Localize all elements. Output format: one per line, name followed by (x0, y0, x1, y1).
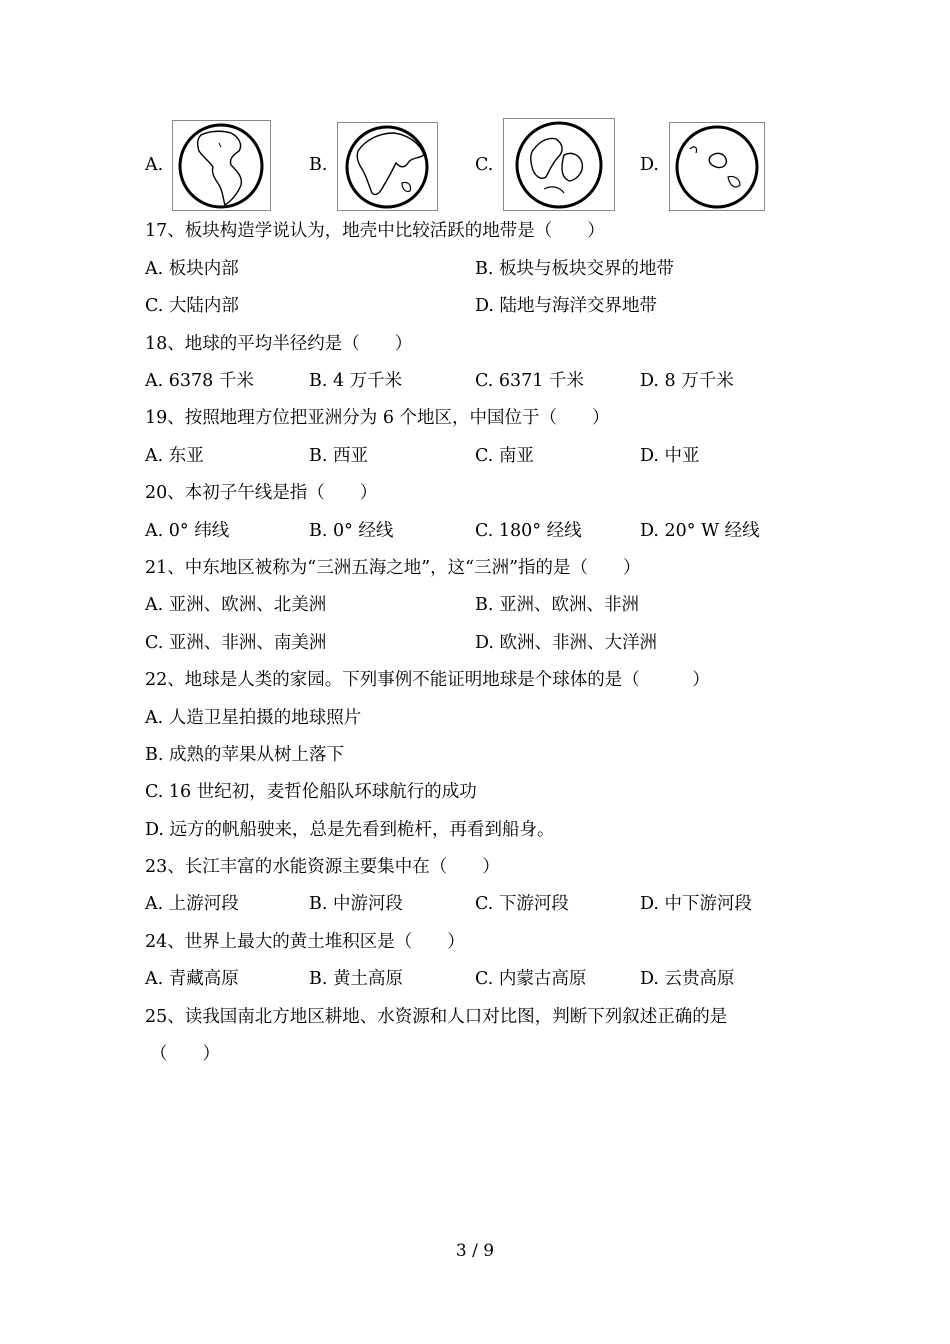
q17-option-a: A. 板块内部 (145, 259, 239, 279)
q21-option-b: B. 亚洲、欧洲、非洲 (475, 595, 639, 615)
q16-option-b-label: B. (309, 155, 328, 175)
q19-question: 19、按照地理方位把亚洲分为 6 个地区，中国位于（ ） (145, 408, 610, 428)
q18-option-a: A. 6378 千米 (145, 371, 254, 391)
q19-option-d: D. 中亚 (640, 446, 700, 466)
q23-question: 23、长江丰富的水能资源主要集中在（ ） (145, 857, 500, 877)
q18-option-c: C. 6371 千米 (475, 371, 584, 391)
q17-option-d: D. 陆地与海洋交界地带 (475, 296, 658, 316)
q21-option-a: A. 亚洲、欧洲、北美洲 (145, 595, 327, 615)
q22-option-a: A. 人造卫星拍摄的地球照片 (145, 708, 362, 728)
q24-option-d: D. 云贵高原 (640, 969, 735, 989)
q22-question: 22、地球是人类的家园。下列事例不能证明地球是个球体的是（ ） (145, 670, 710, 690)
q18-option-d: D. 8 万千米 (640, 371, 734, 391)
q21-question: 21、中东地区被称为“三洲五海之地”，这“三洲”指的是（ ） (145, 558, 641, 578)
q20-option-b: B. 0° 经线 (309, 521, 394, 541)
q19-option-a: A. 东亚 (145, 446, 204, 466)
globe-image-eurasia-africa (337, 122, 438, 211)
q17-question: 17、板块构造学说认为，地壳中比较活跃的地带是（ ） (145, 221, 605, 241)
q23-option-b: B. 中游河段 (309, 894, 403, 914)
q24-option-a: A. 青藏高原 (145, 969, 239, 989)
q16-option-c-label: C. (475, 155, 494, 175)
q21-option-d: D. 欧洲、非洲、大洋洲 (475, 633, 658, 653)
q17-option-c: C. 大陆内部 (145, 296, 239, 316)
q20-option-c: C. 180° 经线 (475, 521, 582, 541)
q22-option-d: D. 远方的帆船驶来，总是先看到桅杆，再看到船身。 (145, 820, 555, 840)
q16-option-a-label: A. (145, 155, 164, 175)
q24-option-b: B. 黄土高原 (309, 969, 403, 989)
q18-question: 18、地球的平均半径约是（ ） (145, 334, 413, 354)
q20-option-d: D. 20° W 经线 (640, 521, 760, 541)
q23-option-d: D. 中下游河段 (640, 894, 753, 914)
q18-option-b: B. 4 万千米 (309, 371, 403, 391)
q23-option-a: A. 上游河段 (145, 894, 239, 914)
q23-option-c: C. 下游河段 (475, 894, 569, 914)
q16-option-d-label: D. (640, 155, 659, 175)
page-number: 3 / 9 (455, 1241, 495, 1261)
q24-option-c: C. 内蒙古高原 (475, 969, 587, 989)
q20-question: 20、本初子午线是指（ ） (145, 483, 378, 503)
globe-image-antarctica-oceania (503, 118, 615, 211)
q25-question: 25、读我国南北方地区耕地、水资源和人口对比图，判断下列叙述正确的是 (145, 1007, 728, 1027)
q20-option-a: A. 0° 纬线 (145, 521, 230, 541)
q25-answer-bracket: （ ） (150, 1044, 220, 1064)
globe-image-antarctic-view (669, 122, 765, 211)
q22-option-b: B. 成熟的苹果从树上落下 (145, 745, 344, 765)
q17-option-b: B. 板块与板块交界的地带 (475, 259, 674, 279)
q19-option-b: B. 西亚 (309, 446, 368, 466)
q22-option-c: C. 16 世纪初，麦哲伦船队环球航行的成功 (145, 782, 477, 802)
globe-image-americas (172, 120, 271, 211)
q24-question: 24、世界上最大的黄土堆积区是（ ） (145, 932, 465, 952)
q21-option-c: C. 亚洲、非洲、南美洲 (145, 633, 327, 653)
q19-option-c: C. 南亚 (475, 446, 534, 466)
